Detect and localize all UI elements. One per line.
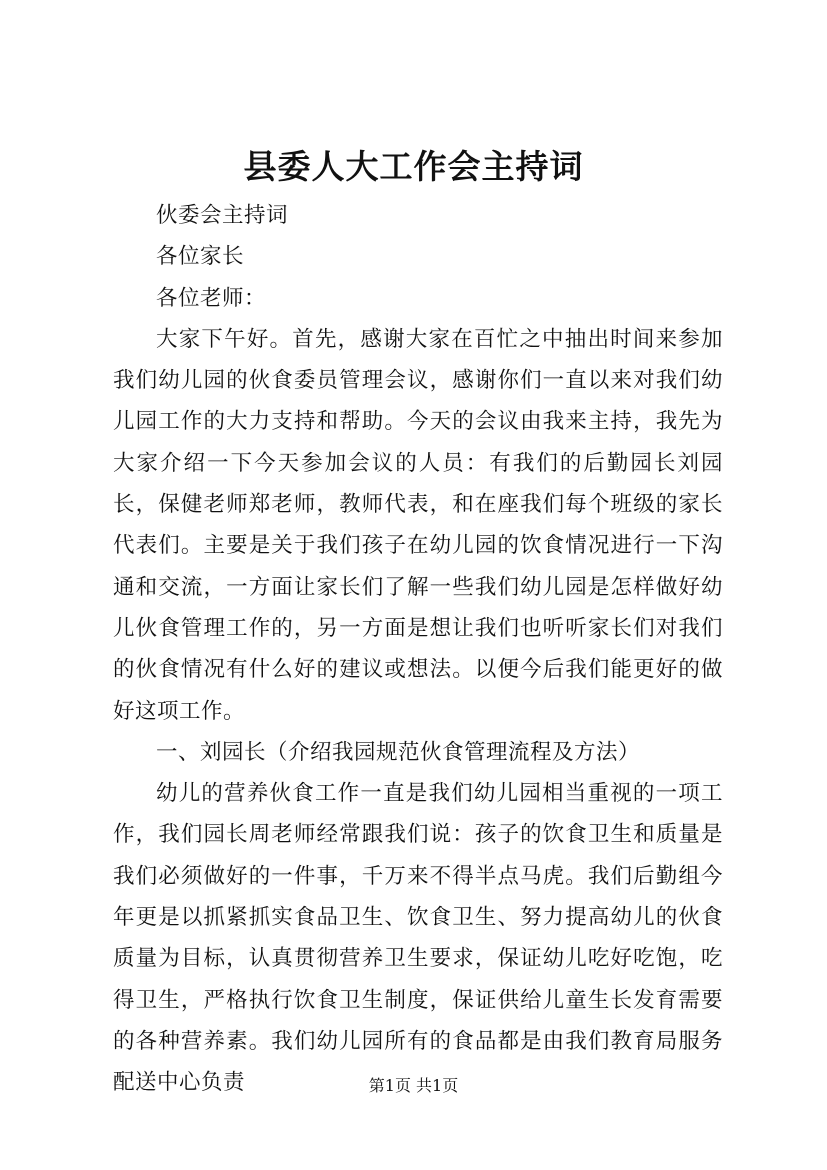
document-title: 县委人大工作会主持词 <box>243 147 584 186</box>
paragraph-opening: 大家下午好。首先，感谢大家在百忙之中抽出时间来参加我们幼儿园的伙食委员管理会议，感谢你们一直以来对我们幼儿园工作的大力支持和帮助。今天的会议由我来主持，我先为大家介绍一下今天参加会议的人员：有我们的后勤园长刘园长，保健老师郑老师，教师代表，和在座我们每个班级的家长代表们。主要是关于我们孩子在幼儿园的饮食情况进行一下沟通和交流，一方面让家长们了解一些我们幼儿园是怎样做好幼儿伙食管理工作的，另一方面是想让我们也听听家长们对我们的伙食情况有什么好的建议或想法。以便今后我们能更好的做好这项工作。 <box>113 326 723 724</box>
document-body <box>113 195 723 1104</box>
paragraph-salutation-teachers: 各位老师： <box>156 285 267 311</box>
paragraph-nutrition: 幼儿的营养伙食工作一直是我们幼儿园相当重视的一项工作，我们园长周老师经常跟我们说：孩子的饮食卫生和质量是我们必须做好的一件事，千万来不得半点马虎。我们后勤组今年更是以抓紧抓实食品卫生、饮食卫生、努力提高幼儿的伙食质量为目标，认真贯彻营养卫生要求，保证幼儿吃好吃饱，吃得卫生，严格执行饮食卫生制度，保证供给儿童生长发育需要的各种营养素。我们幼儿园所有的食品都是由我们教育局服务配送中心负责 <box>113 781 723 1096</box>
paragraph-salutation-parents: 各位家长 <box>156 244 245 270</box>
paragraph-heading: 伙委会主持词 <box>156 203 289 228</box>
paragraph-section-one: 一、刘园长（介绍我园规范伙食管理流程及方法） <box>156 739 641 765</box>
page-footer: 第1页 共1页 <box>368 1076 459 1095</box>
